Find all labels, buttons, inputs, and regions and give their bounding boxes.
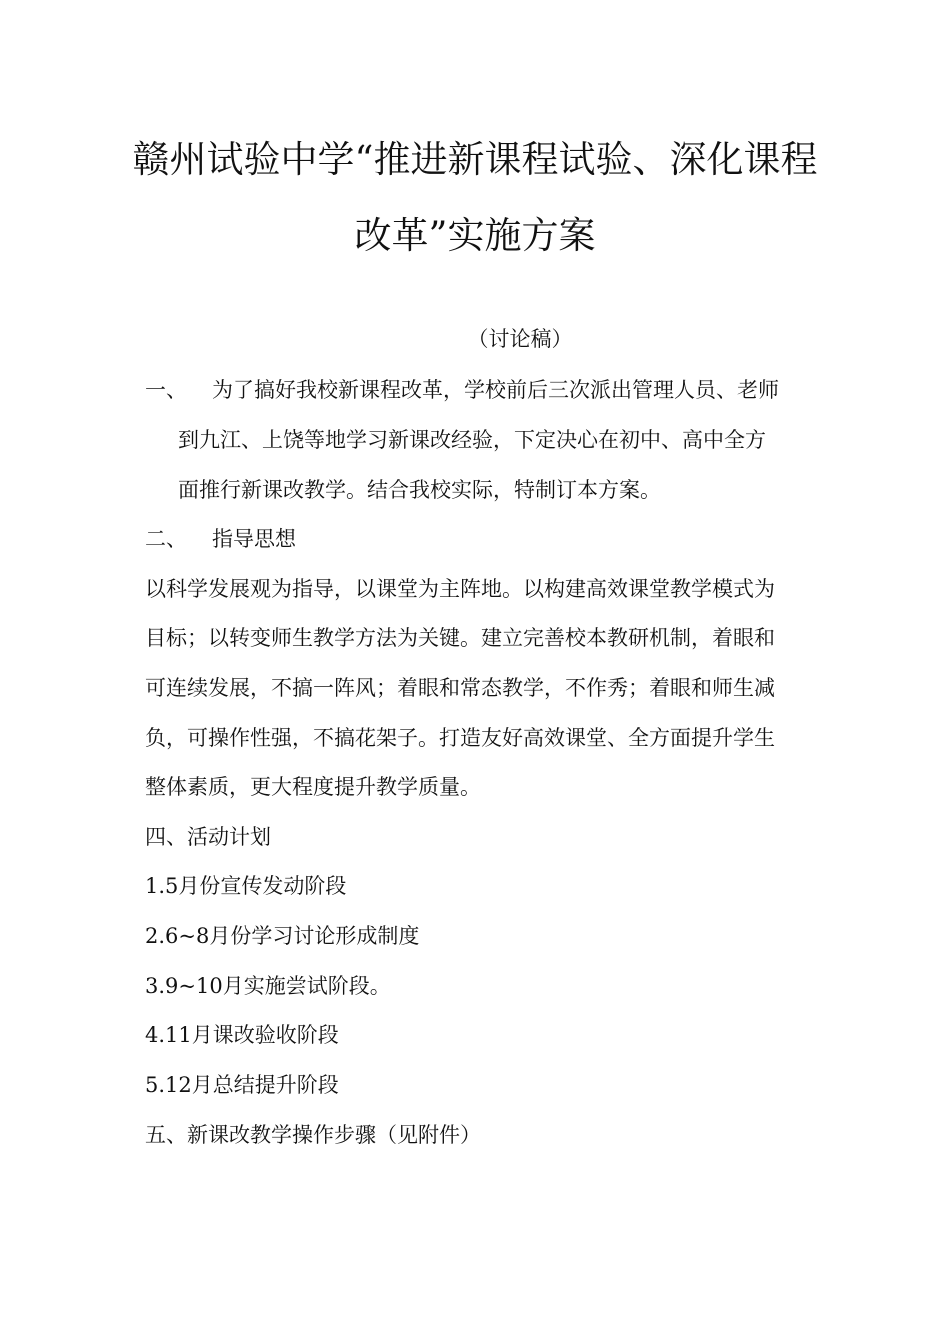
section-4-heading: 四、活动计划 [145, 825, 271, 849]
section-5-heading: 五、新课改教学操作步骤（见附件） [145, 1123, 481, 1147]
plan-item-5: 5.12月总结提升阶段 [145, 1073, 339, 1097]
document-title-line-1: 赣州试验中学“推进新课程试验、深化课程 [132, 138, 818, 181]
plan-item-1: 1.5月份宣传发动阶段 [145, 874, 347, 898]
section-1-marker: 一、 [145, 378, 187, 402]
section-1-line-1: 为了搞好我校新课程改革，学校前后三次派出管理人员、老师 [212, 378, 779, 402]
section-2-paragraph-line-5: 整体素质，更大程度提升教学质量。 [145, 775, 481, 799]
plan-item-3: 3.9~10月实施尝试阶段。 [145, 974, 391, 998]
section-2-marker: 二、 [145, 527, 187, 551]
section-2-paragraph-line-4: 负，可操作性强，不搞花架子。打造友好高效课堂、全方面提升学生 [145, 726, 775, 750]
plan-item-4: 4.11月课改验收阶段 [145, 1023, 339, 1047]
document-title-line-2: 改革”实施方案 [354, 214, 596, 257]
document-subtitle: （讨论稿） [467, 327, 573, 351]
section-2-paragraph-line-1: 以科学发展观为指导，以课堂为主阵地。以构建高效课堂教学模式为 [145, 577, 775, 601]
section-1-line-3: 面推行新课改教学。结合我校实际，特制订本方案。 [178, 478, 661, 502]
plan-item-2: 2.6~8月份学习讨论形成制度 [145, 924, 420, 948]
section-1-line-2: 到九江、上饶等地学习新课改经验，下定决心在初中、高中全方 [178, 428, 766, 452]
section-2-paragraph-line-3: 可连续发展，不搞一阵风；着眼和常态教学，不作秀；着眼和师生减 [145, 676, 775, 700]
section-2-heading: 指导思想 [212, 527, 296, 551]
section-2-paragraph-line-2: 目标；以转变师生教学方法为关键。建立完善校本教研机制，着眼和 [145, 626, 775, 650]
